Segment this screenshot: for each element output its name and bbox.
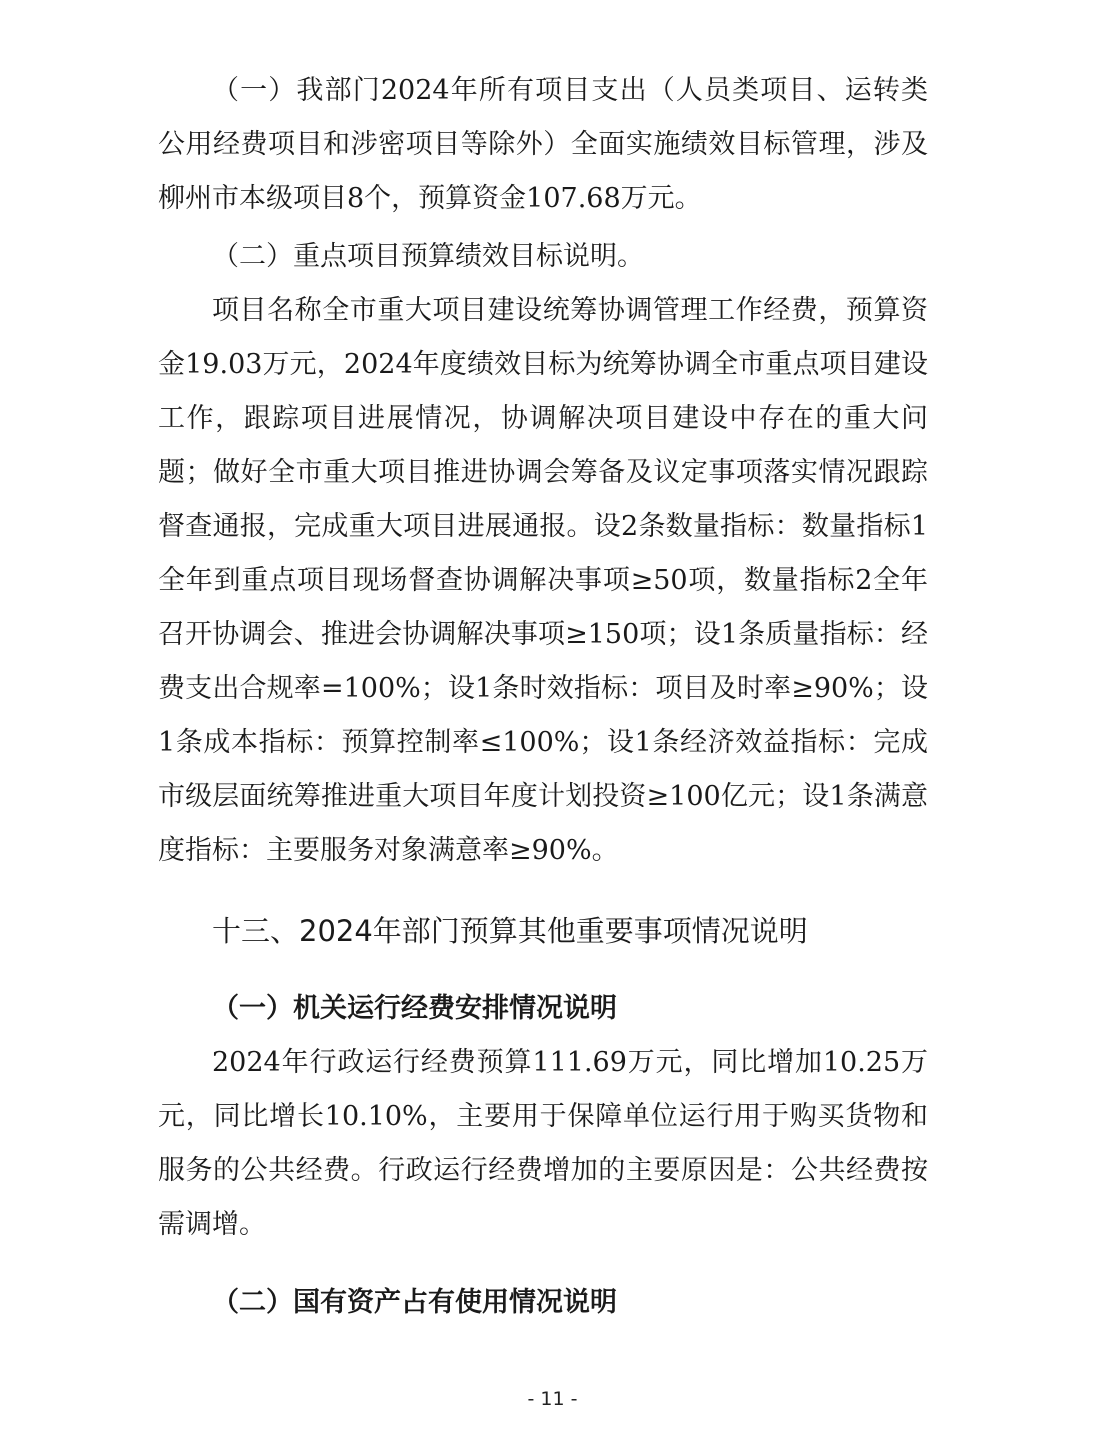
paragraph-key-project-detail: 项目名称全市重大项目建设统筹协调管理工作经费，预算资金19.03万元，2024年度绩效目标为统筹协调全市重点项目建设工作，跟踪项目进展情况，协调解决项目建设中存在的重大问题；做好全市重大项目推进协调会筹备及议定事项落实情况跟踪督查通报，完成重大项目进展通报。设2条数量指标：数量指标1全年到重点项目现场督查协调解决事项≥50项，数量指标2全年召开协调会、推进会协调解决事项≥150项；设1条质量指标：经费支出合规率=100%；设1条时效指标：项目及时率≥90%；设1条成本指标：预算控制率≤100%；设1条经济效益指标：完成市级层面统筹推进重大项目年度计划投资≥100亿元；设1条满意度指标：主要服务对象满意率≥90%。: [158, 295, 928, 866]
page-number: - 11 -: [527, 1388, 578, 1410]
section-heading-other-matters: 十三、2024年部门预算其他重要事项情况说明: [212, 914, 808, 948]
paragraph-key-project-heading: （二）重点项目预算绩效目标说明。: [212, 241, 644, 272]
document-body: [158, 64, 928, 1330]
subheading-state-assets: （二）国有资产占有使用情况说明: [212, 1287, 617, 1318]
subheading-operating-expenses: （一）机关运行经费安排情况说明: [212, 993, 617, 1024]
paragraph-performance-management: （一）我部门2024年所有项目支出（人员类项目、运转类公用经费项目和涉密项目等除外）全面实施绩效目标管理，涉及柳州市本级项目8个，预算资金107.68万元。: [158, 75, 928, 214]
paragraph-operating-expenses: 2024年行政运行经费预算111.69万元，同比增加10.25万元，同比增长10.10%，主要用于保障单位运行用于购买货物和服务的公共经费。行政运行经费增加的主要原因是：公共经费按需调增。: [158, 1047, 928, 1240]
